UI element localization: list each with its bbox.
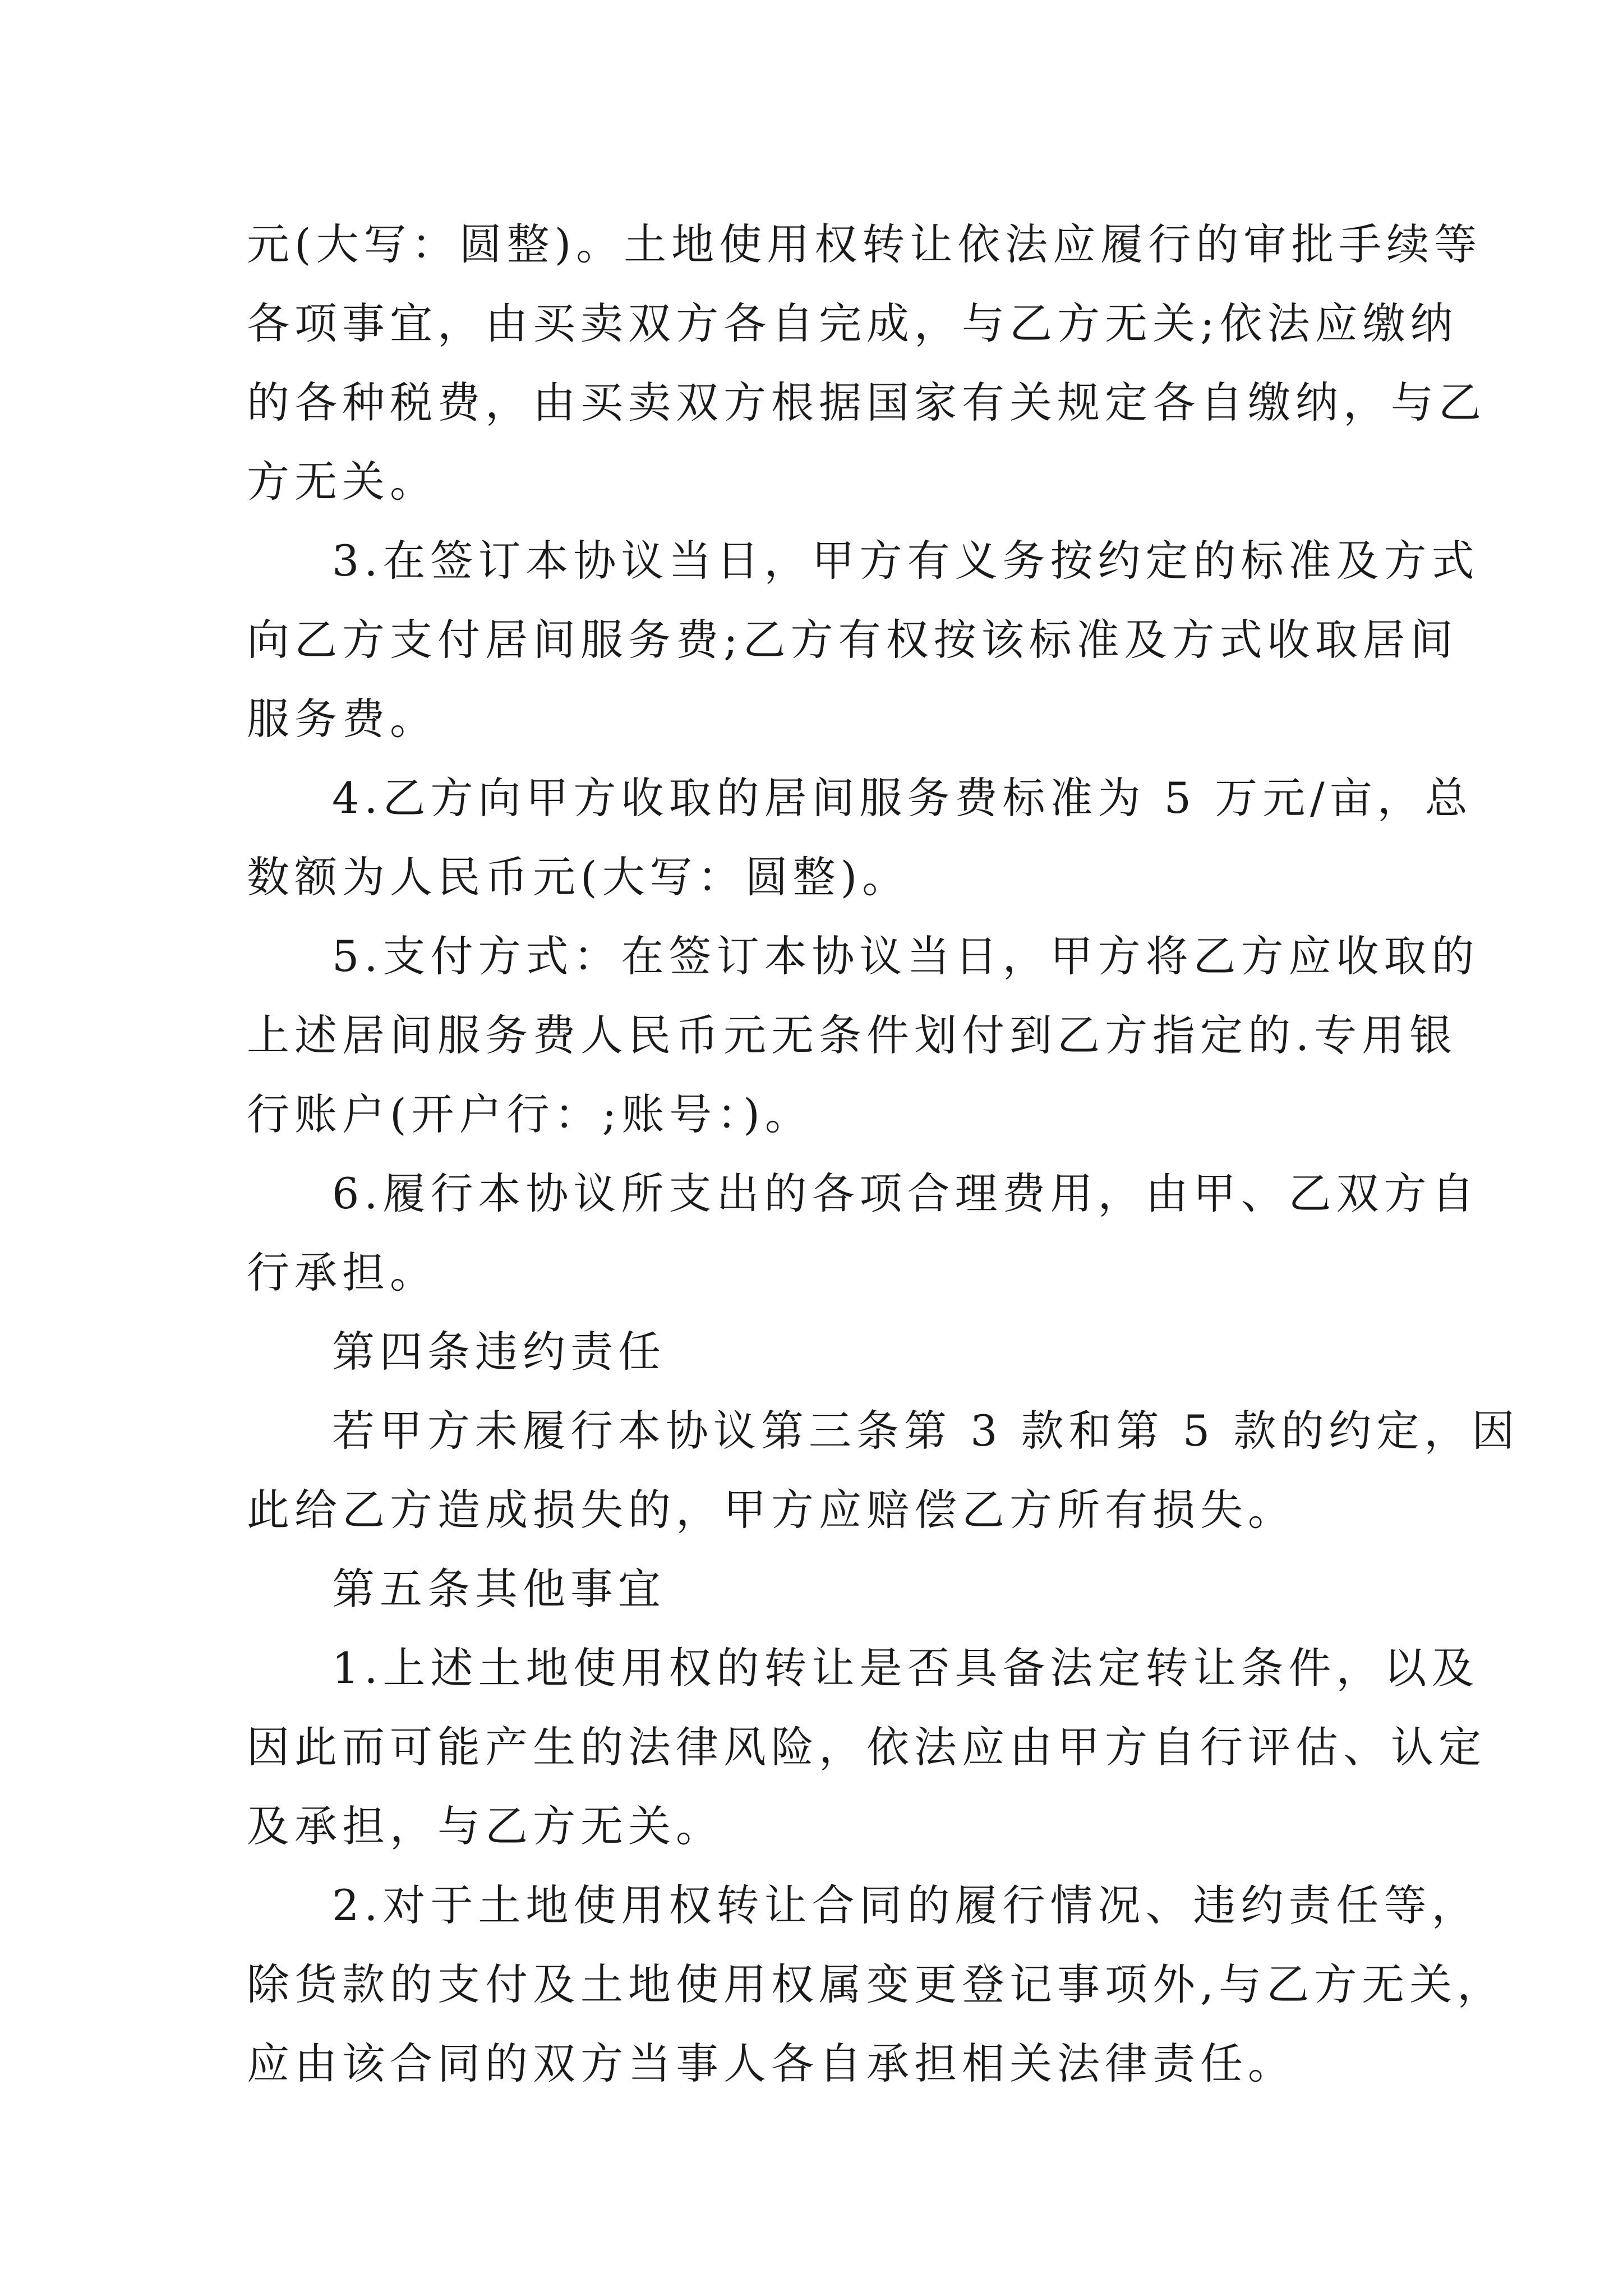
text-line: 行承担。 <box>247 1248 437 1297</box>
text-line: 元(大写：圆整)。土地使用权转让依法应履行的审批手续等 <box>247 219 1482 269</box>
article-5-item-2-start: 2.对于土地使用权转让合同的履行情况、违约责任等， <box>332 1880 1479 1930</box>
text-line: 向乙方支付居间服务费;乙方有权按该标准及方式收取居间 <box>247 615 1458 665</box>
section-heading-article-5: 第五条其他事宜 <box>332 1564 666 1614</box>
paragraph-5-start: 5.支付方式：在签订本协议当日，甲方将乙方应收取的 <box>332 931 1479 981</box>
paragraph-4-start: 4.乙方向甲方收取的居间服务费标准为 5 万元/亩，总 <box>332 773 1473 823</box>
text-line: 及承担，与乙方无关。 <box>247 1801 723 1851</box>
section-heading-article-4: 第四条违约责任 <box>332 1327 666 1377</box>
text-line: 的各种税费，由买卖双方根据国家有关规定各自缴纳，与乙 <box>247 378 1486 427</box>
article-5-item-1-start: 1.上述土地使用权的转让是否具备法定转让条件，以及 <box>332 1643 1479 1693</box>
text-line: 除货款的支付及土地使用权属变更登记事项外,与乙方无关， <box>247 1959 1505 2009</box>
paragraph-3-start: 3.在签订本协议当日，甲方有义务按约定的标准及方式 <box>332 536 1479 586</box>
article-4-paragraph-start: 若甲方未履行本协议第三条第 3 款和第 5 款的约定，因 <box>332 1406 1520 1456</box>
text-line: 行账户(开户行：;账号：)。 <box>247 1089 813 1139</box>
text-line: 方无关。 <box>247 457 437 507</box>
document-body <box>247 205 1520 2103</box>
text-line: 数额为人民币元(大写：圆整)。 <box>247 852 910 902</box>
text-line: 各项事宜，由买卖双方各自完成，与乙方无关;依法应缴纳 <box>247 298 1458 348</box>
paragraph-6-start: 6.履行本协议所支出的各项合理费用，由甲、乙双方自 <box>332 1168 1479 1218</box>
text-line: 服务费。 <box>247 694 437 744</box>
text-line: 此给乙方造成损失的，甲方应赔偿乙方所有损失。 <box>247 1485 1295 1535</box>
text-line: 上述居间服务费人民币元无条件划付到乙方指定的.专用银 <box>247 1010 1458 1060</box>
text-line: 因此而可能产生的法律风险，依法应由甲方自行评估、认定 <box>247 1722 1486 1772</box>
text-line: 应由该合同的双方当事人各自承担相关法律责任。 <box>247 2039 1295 2088</box>
